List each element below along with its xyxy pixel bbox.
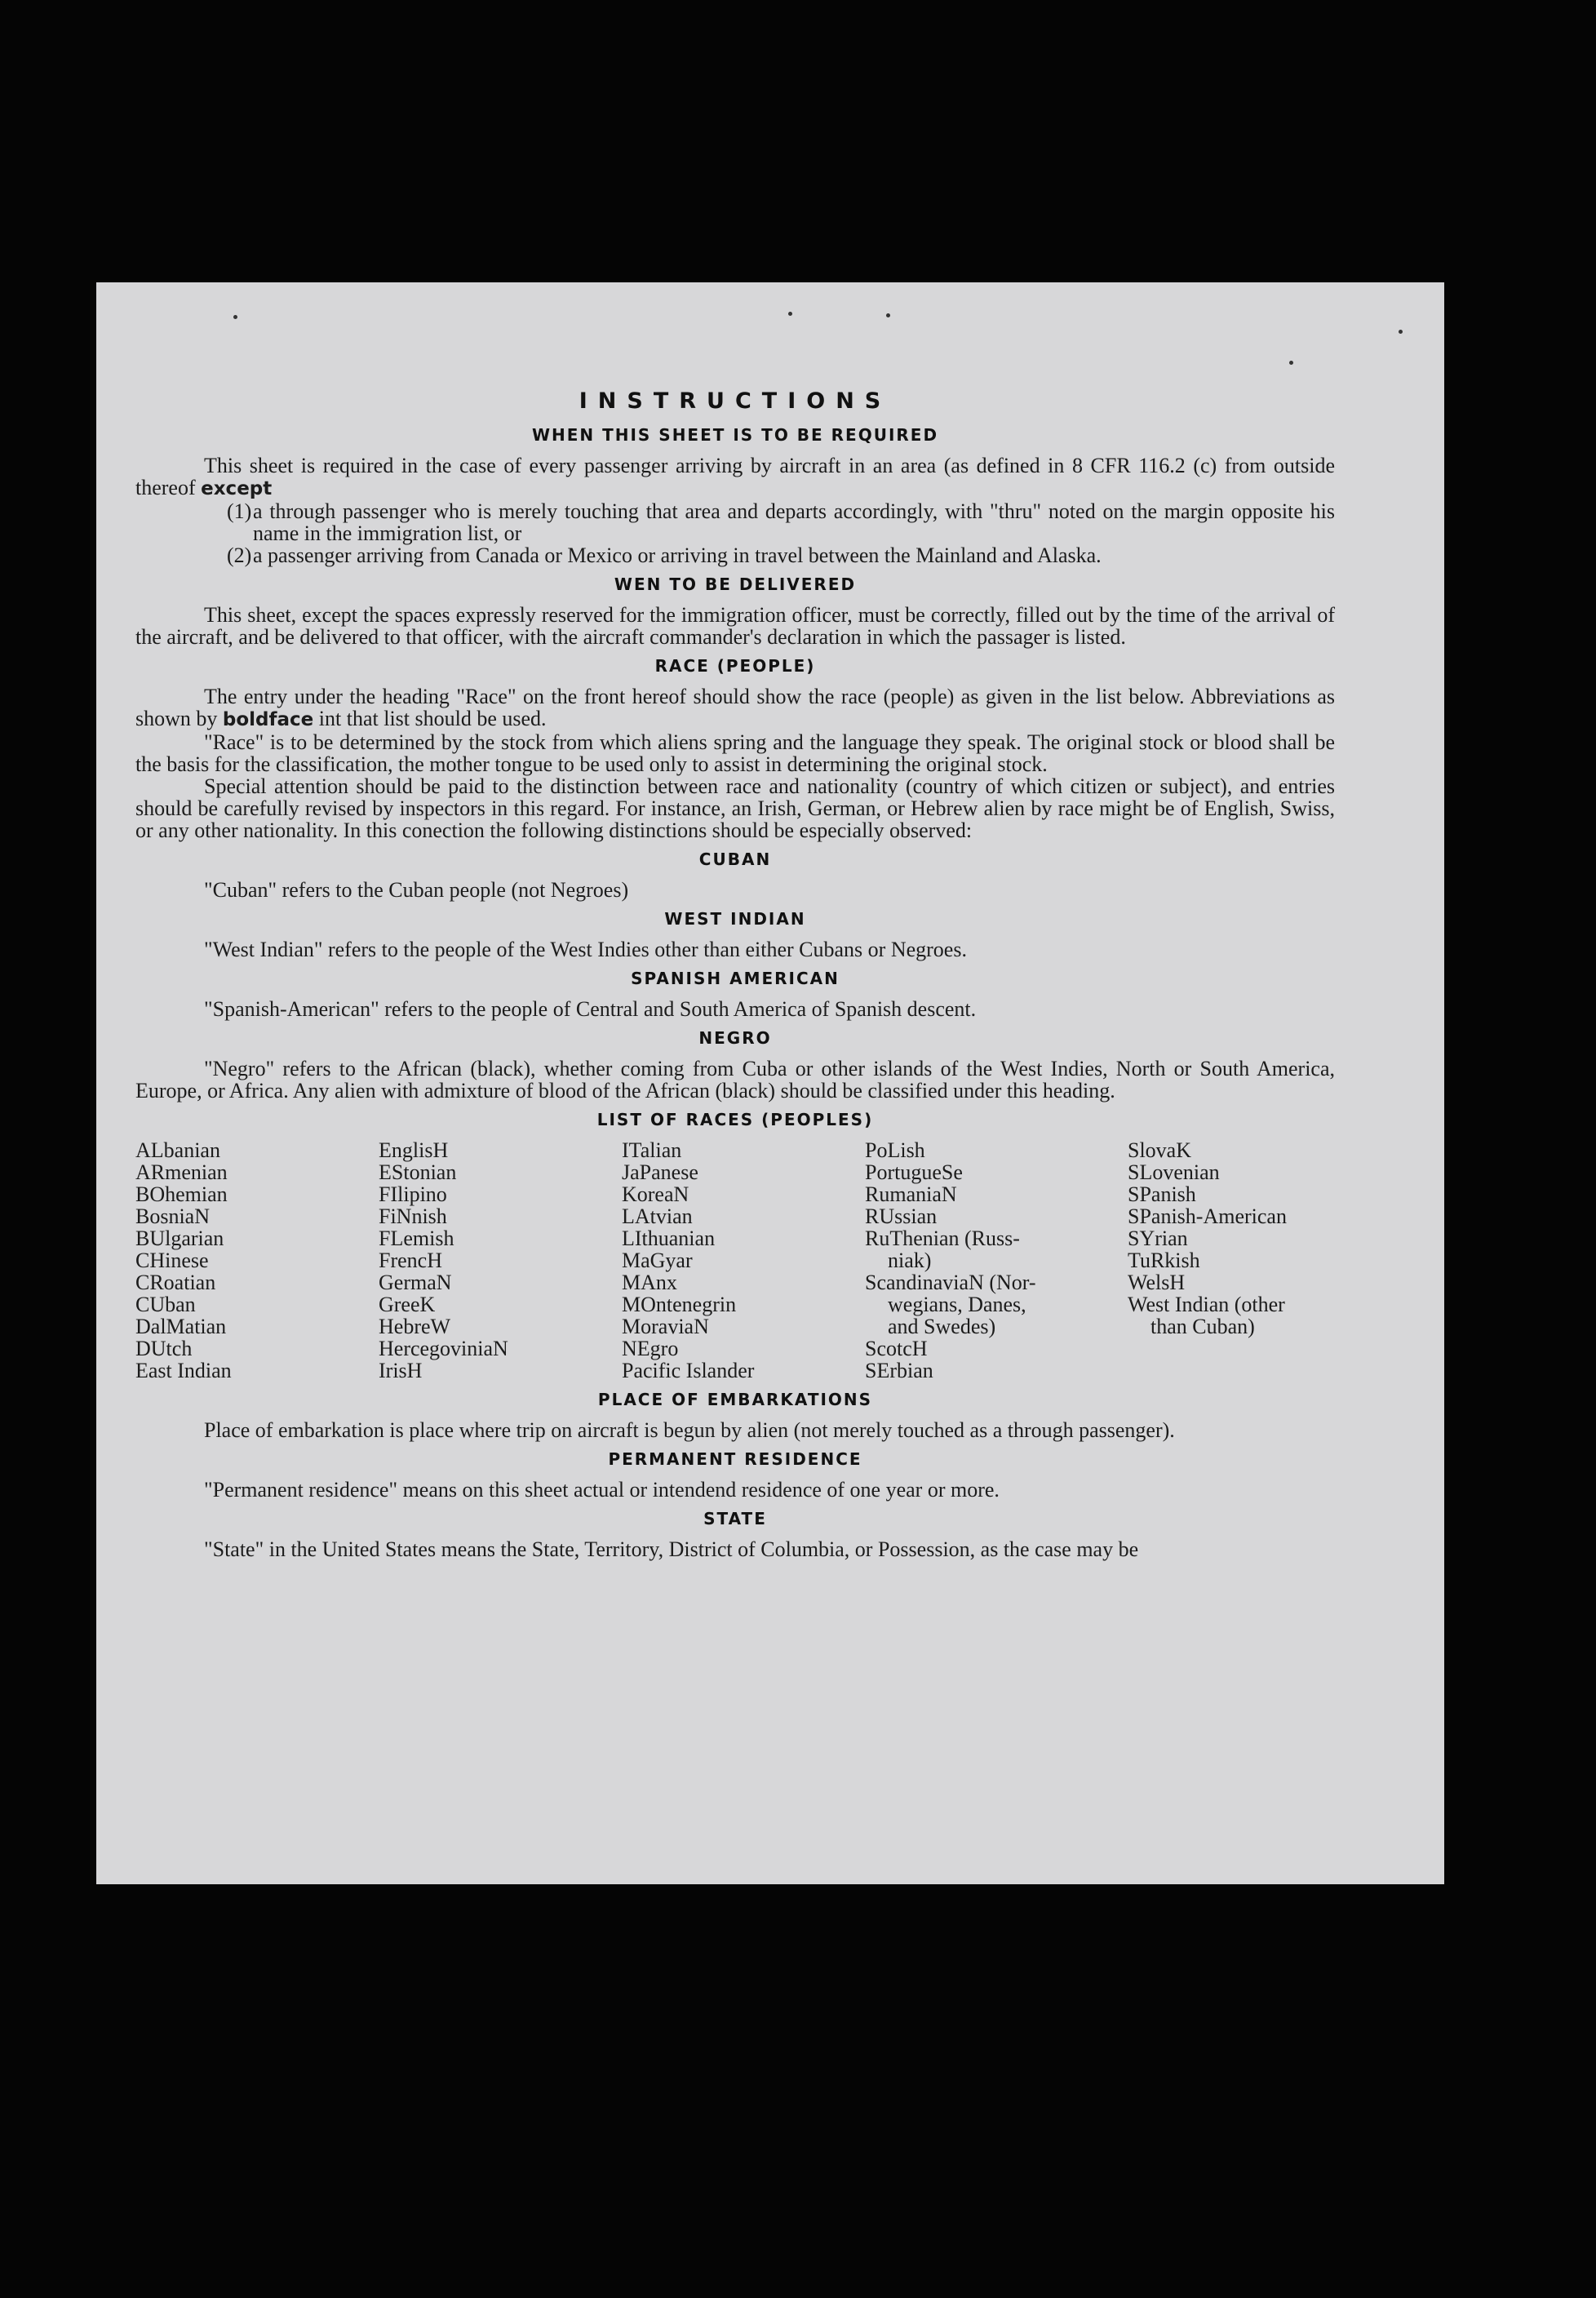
race-entry: West Indian (other xyxy=(1128,1293,1285,1316)
section-heading: WEN TO BE DELIVERED xyxy=(614,574,857,594)
race-entry: MaGyar xyxy=(622,1249,693,1272)
race-entry-continued: wegians, Danes, xyxy=(888,1293,1026,1316)
paragraph-text: This sheet is required in the case of every passenger arriving by aircraft in an area (as defined in 8 CFR 116.2 (c) from outside thereof xyxy=(135,454,1335,499)
race-entry: FrencH xyxy=(379,1249,442,1272)
race-entry: FLemish xyxy=(379,1227,454,1250)
race-entry: BOhemian xyxy=(135,1182,228,1206)
races-column xyxy=(379,1139,622,1382)
section-heading: NEGRO xyxy=(698,1028,772,1048)
race-entry-continued: niak) xyxy=(888,1249,932,1272)
list-item xyxy=(135,500,1335,544)
race-entry-continued: than Cuban) xyxy=(1150,1315,1255,1338)
race-entry: BosniaN xyxy=(135,1204,210,1228)
race-entry: East Indian xyxy=(135,1359,232,1382)
race-entry: IrisH xyxy=(379,1359,423,1382)
instruction-sheet xyxy=(96,282,1444,1884)
race-entry: PortugueSe xyxy=(865,1160,963,1184)
race-entry: FIlipino xyxy=(379,1182,447,1206)
race-entry: TuRkish xyxy=(1128,1249,1200,1272)
race-entry: HebreW xyxy=(379,1315,451,1338)
race-entry: ARmenian xyxy=(135,1160,228,1184)
race-entry: DUtch xyxy=(135,1337,193,1360)
section-embarkation xyxy=(135,1390,1335,1441)
race-entry: SPanish xyxy=(1128,1182,1196,1206)
races-column xyxy=(865,1139,1128,1382)
item-number: (2) xyxy=(227,543,252,567)
race-entry: SErbian xyxy=(865,1359,933,1382)
race-entry: SPanish-American xyxy=(1128,1204,1287,1228)
race-entry: CHinese xyxy=(135,1249,209,1272)
paragraph: "Spanish-American" refers to the people of Central and South America of Spanish descent. xyxy=(204,997,977,1021)
race-entry: BUlgarian xyxy=(135,1227,224,1250)
race-entry: NEgro xyxy=(622,1337,679,1360)
paragraph: "State" in the United States means the State, Territory, District of Columbia, or Possession, as the case may be xyxy=(204,1537,1139,1561)
races-column xyxy=(135,1139,379,1382)
specks xyxy=(233,315,237,319)
section-heading: PERMANENT RESIDENCE xyxy=(608,1449,862,1469)
paragraph: Place of embarkation is place where trip on aircraft is begun by alien (not merely touched as a through passenger). xyxy=(204,1418,1175,1442)
section-heading: STATE xyxy=(703,1509,767,1528)
race-entry: MAnx xyxy=(622,1271,677,1294)
race-entry: RumaniaN xyxy=(865,1182,957,1206)
item-text: a passenger arriving from Canada or Mexico or arriving in travel between the Mainland and Alaska. xyxy=(253,543,1102,567)
race-entry-continued: and Swedes) xyxy=(888,1315,996,1338)
section-required xyxy=(135,425,1335,566)
race-entry: SlovaK xyxy=(1128,1138,1191,1162)
section-heading: SPANISH AMERICAN xyxy=(631,969,840,988)
race-entry: ALbanian xyxy=(135,1138,220,1162)
race-entry: RUssian xyxy=(865,1204,938,1228)
section-cuban xyxy=(135,850,1335,901)
section-spanish-american xyxy=(135,969,1335,1020)
race-entry: SYrian xyxy=(1128,1227,1188,1250)
race-entry: LIthuanian xyxy=(622,1227,716,1250)
race-entry: GreeK xyxy=(379,1293,436,1316)
race-entry: RuThenian (Russ- xyxy=(865,1227,1020,1250)
emphasis-text: boldface xyxy=(222,709,314,730)
paragraph xyxy=(135,685,1335,731)
section-delivered xyxy=(135,574,1335,648)
paragraph: "Race" is to be determined by the stock from which aliens spring and the language they speak. The original stock or blood shall be the basis for the classification, the mother tongue to be used only to assist in determining the original stock. xyxy=(135,730,1335,776)
paragraph xyxy=(135,455,1335,500)
race-entry: EnglisH xyxy=(379,1138,449,1162)
race-entry: DalMatian xyxy=(135,1315,227,1338)
section-heading: PLACE OF EMBARKATIONS xyxy=(597,1390,873,1409)
races-column xyxy=(622,1139,865,1382)
section-negro xyxy=(135,1028,1335,1102)
race-entry: LAtvian xyxy=(622,1204,693,1228)
race-entry: WelsH xyxy=(1128,1271,1186,1294)
races-column xyxy=(1128,1139,1287,1382)
section-west-indian xyxy=(135,909,1335,960)
race-entry: Pacific Islander xyxy=(622,1359,755,1382)
race-entry: ITalian xyxy=(622,1138,682,1162)
race-entry: PoLish xyxy=(865,1138,925,1162)
race-entry: MoraviaN xyxy=(622,1315,709,1338)
paragraph: "West Indian" refers to the people of the West Indies other than either Cubans or Negroes. xyxy=(204,938,967,961)
list-item xyxy=(135,544,1335,566)
speck xyxy=(788,312,792,316)
section-races-list xyxy=(135,1110,1335,1382)
race-entry: SLovenian xyxy=(1128,1160,1220,1184)
race-entry: KoreaN xyxy=(622,1182,689,1206)
race-entry: GermaN xyxy=(379,1271,452,1294)
speck xyxy=(886,313,890,317)
section-race xyxy=(135,656,1335,841)
paragraph: This sheet, except the spaces expressly reserved for the immigration officer, must be correctly, filled out by the time of the arrival of the aircraft, and be delivered to that officer, with the aircraft commander's declaration in which the passager is listed. xyxy=(135,603,1335,649)
race-entry: ScotcH xyxy=(865,1337,928,1360)
paragraph: "Negro" refers to the African (black), whether coming from Cuba or other islands of the West Indies, North or South America, Europe, or Africa. Any alien with admixture of blood of the African (black) should be classified under this heading. xyxy=(135,1057,1335,1102)
item-number: (1) xyxy=(227,499,252,523)
race-entry: ScandinaviaN (Nor- xyxy=(865,1271,1036,1294)
emphasis-text: except xyxy=(201,478,273,499)
paragraph-text: int that list should be used. xyxy=(318,707,547,730)
race-entry: HercegoviniaN xyxy=(379,1337,508,1360)
race-entry: FiNnish xyxy=(379,1204,447,1228)
race-entry: CRoatian xyxy=(135,1271,216,1294)
race-entry: CUban xyxy=(135,1293,196,1316)
section-heading: WEST INDIAN xyxy=(664,909,806,929)
race-entry: JaPanese xyxy=(622,1160,698,1184)
item-text: a through passenger who is merely touching that area and departs accordingly, with "thru" noted on the margin opposite his name in the immigration list, or xyxy=(253,499,1335,545)
paragraph: "Cuban" refers to the Cuban people (not Negroes) xyxy=(204,878,629,902)
section-heading: RACE (PEOPLE) xyxy=(654,656,816,676)
races-table xyxy=(135,1139,1335,1382)
race-entry: MOntenegrin xyxy=(622,1293,737,1316)
race-entry: EStonian xyxy=(379,1160,457,1184)
section-residence xyxy=(135,1449,1335,1501)
page-title: INSTRUCTIONS xyxy=(579,388,892,414)
paragraph-text: The entry under the heading "Race" on the front hereof should show the race (people) as given in the list below. Abbreviations as shown by xyxy=(135,685,1335,730)
section-heading: CUBAN xyxy=(698,850,772,869)
speck xyxy=(1399,330,1403,334)
section-heading: WHEN THIS SHEET IS TO BE REQUIRED xyxy=(531,425,939,445)
paragraph: "Permanent residence" means on this sheet actual or intendend residence of one year or more. xyxy=(204,1478,1000,1502)
section-state xyxy=(135,1509,1335,1560)
section-heading: LIST OF RACES (PEOPLES) xyxy=(596,1110,874,1129)
paragraph: Special attention should be paid to the distinction between race and nationality (country of which citizen or subject), and entries should be carefully revised by inspectors in this regard. For instance, an Irish, German, or Hebrew alien by race might be of English, Swiss, or any other nationality. In this conection the following distinctions should be especially observed: xyxy=(135,774,1335,842)
speck xyxy=(1289,361,1293,365)
